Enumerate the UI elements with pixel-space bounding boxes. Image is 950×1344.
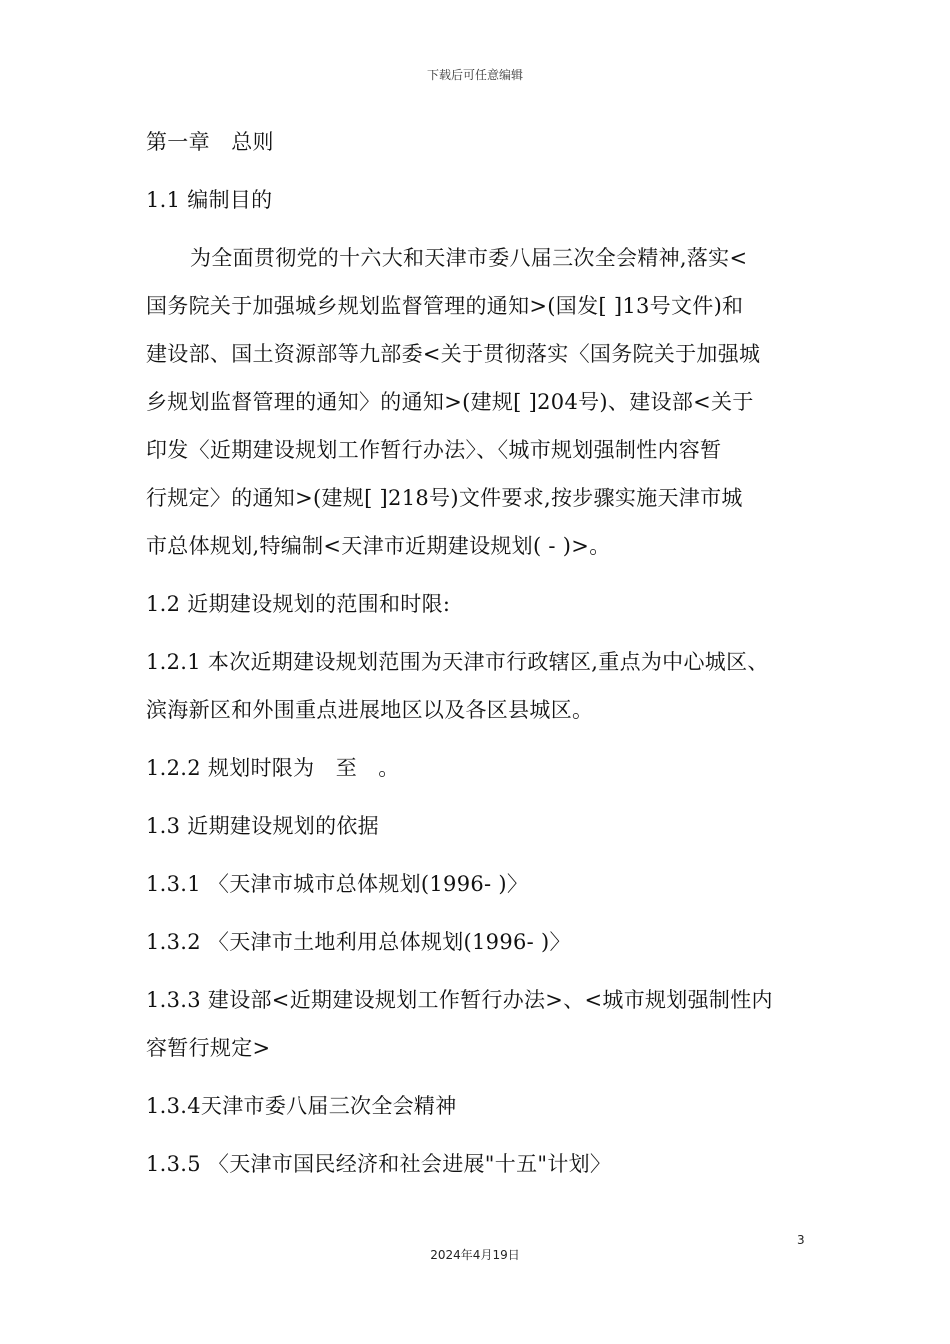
paragraph-line: 为全面贯彻党的十六大和天津市委八届三次全会精神,落实< <box>190 246 748 270</box>
list-item-continued: 容暂行规定> <box>146 1036 271 1060</box>
list-item: 1.3.1 〈天津市城市总体规划(1996- )〉 <box>146 872 529 896</box>
section-heading-1-3: 1.3 近期建设规划的依据 <box>146 814 379 838</box>
list-item: 1.3.3 建设部<近期建设规划工作暂行办法>、<城市规划强制性内 <box>146 988 773 1012</box>
paragraph-line: 建设部、国土资源部等九部委<关于贯彻落实〈国务院关于加强城 <box>146 342 761 366</box>
list-item: 1.3.5 〈天津市国民经济和社会进展"十五"计划〉 <box>146 1152 612 1176</box>
paragraph-line: 行规定〉的通知>(建规[ ]218号)文件要求,按步骤实施天津市城 <box>146 486 743 510</box>
chapter-title: 第一章 总则 <box>146 130 274 154</box>
footer-date: 2024年4月19日 <box>430 1248 520 1262</box>
page-header-note: 下载后可任意编辑 <box>426 68 523 82</box>
paragraph-line: 乡规划监督管理的通知〉的通知>(建规[ ]204号)、建设部<关于 <box>146 390 754 414</box>
paragraph-line: 滨海新区和外围重点进展地区以及各区县城区。 <box>146 698 594 722</box>
page-number: 3 <box>797 1233 805 1247</box>
section-heading-1-1: 1.1 编制目的 <box>146 188 273 212</box>
paragraph-line: 国务院关于加强城乡规划监督管理的通知>(国发[ ]13号文件)和 <box>146 294 744 318</box>
paragraph-line: 市总体规划,特编制<天津市近期建设规划( - )>。 <box>146 534 611 558</box>
paragraph-line: 印发〈近期建设规划工作暂行办法〉、〈城市规划强制性内容暂 <box>146 438 722 462</box>
list-item: 1.3.2 〈天津市土地利用总体规划(1996- )〉 <box>146 930 571 954</box>
paragraph-line: 1.2.1 本次近期建设规划范围为天津市行政辖区,重点为中心城区、 <box>146 650 769 674</box>
section-heading-1-2: 1.2 近期建设规划的范围和时限: <box>146 592 451 616</box>
list-item: 1.3.4天津市委八届三次全会精神 <box>146 1094 457 1118</box>
paragraph-line: 1.2.2 规划时限为 至 。 <box>146 756 400 780</box>
